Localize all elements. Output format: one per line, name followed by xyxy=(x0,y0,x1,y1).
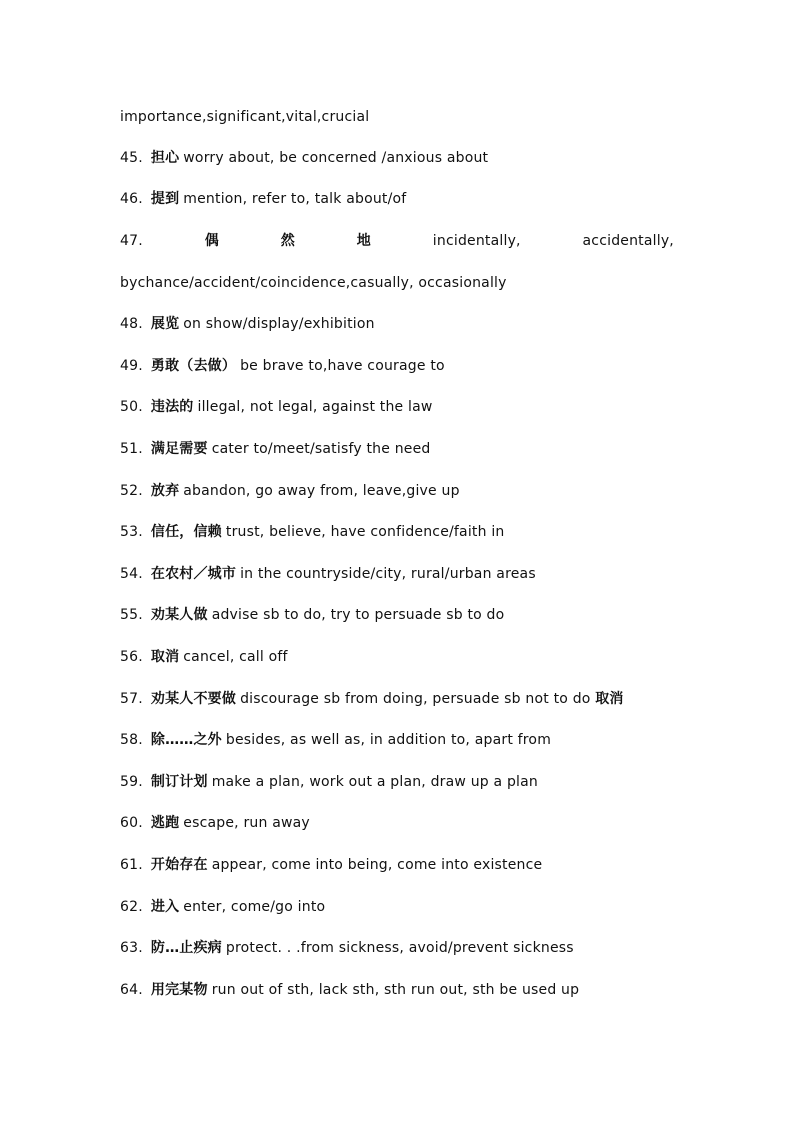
entry-chinese-trailing: 取消 xyxy=(595,691,624,707)
entry-english-continued: bychance/accident/coincidence,casually, occasionally xyxy=(120,275,507,291)
entry-number: 57. xyxy=(120,691,143,707)
entry-chinese: 勇敢（去做） xyxy=(150,358,237,374)
entry-47 xyxy=(120,229,674,253)
entry-48 xyxy=(120,312,674,336)
entry-46 xyxy=(120,187,674,211)
entry-chinese: 展览 xyxy=(150,316,180,332)
entry-english: mention, refer to, talk about/of xyxy=(183,191,407,207)
entry-53 xyxy=(120,520,674,544)
entry-english: abandon, go away from, leave,give up xyxy=(183,483,460,499)
entry-50 xyxy=(120,395,674,419)
entry-chinese: 除……之外 xyxy=(150,732,222,748)
entry-number: 52. xyxy=(120,483,143,499)
entry-number: 60. xyxy=(120,815,143,831)
entry-english: make a plan, work out a plan, draw up a plan xyxy=(211,774,538,790)
entry-number: 61. xyxy=(120,857,143,873)
entry-chinese: 在农村／城市 xyxy=(150,566,237,582)
entry-chinese: 提到 xyxy=(150,191,180,207)
entry-chinese: 劝某人不要做 xyxy=(150,691,237,707)
entry-64 xyxy=(120,978,674,1002)
entry-number: 49. xyxy=(120,358,143,374)
entry-63 xyxy=(120,936,674,960)
entry-english: on show/display/exhibition xyxy=(183,316,375,332)
entry-english: appear, come into being, come into existence xyxy=(211,857,543,873)
entry-chinese: 违法的 xyxy=(150,399,194,415)
entry-chinese: 制订计划 xyxy=(150,774,208,790)
entry-59 xyxy=(120,770,674,794)
entry-number: 50. xyxy=(120,399,143,415)
entry-45 xyxy=(120,146,674,170)
entry-chinese: 用完某物 xyxy=(150,982,208,998)
continued-line-text: importance,significant,vital,crucial xyxy=(120,109,370,125)
entry-number: 55. xyxy=(120,607,143,623)
entry-chinese: 开始存在 xyxy=(150,857,208,873)
continued-line xyxy=(120,105,674,129)
entry-chinese-char: 然 xyxy=(280,233,295,249)
entry-55 xyxy=(120,603,674,627)
entry-english: escape, run away xyxy=(183,815,310,831)
entry-chinese: 逃跑 xyxy=(150,815,180,831)
entry-english: discourage sb from doing, persuade sb not to do xyxy=(240,691,591,707)
entry-english: worry about, be concerned /anxious about xyxy=(183,150,489,166)
entry-english: run out of sth, lack sth, sth run out, sth be used up xyxy=(211,982,580,998)
entry-english: cancel, call off xyxy=(183,649,288,665)
entry-number: 62. xyxy=(120,899,143,915)
entry-49 xyxy=(120,354,674,378)
entry-english-part: incidentally, xyxy=(432,233,521,249)
entry-chinese: 满足需要 xyxy=(150,441,208,457)
entry-number: 56. xyxy=(120,649,143,665)
entry-chinese: 担心 xyxy=(150,150,180,166)
entry-number: 51. xyxy=(120,441,143,457)
entry-english: be brave to,have courage to xyxy=(240,358,445,374)
entry-number: 48. xyxy=(120,316,143,332)
entry-number: 58. xyxy=(120,732,143,748)
entry-english-part: accidentally, xyxy=(582,233,674,249)
entry-english: besides, as well as, in addition to, apart from xyxy=(225,732,552,748)
entry-60 xyxy=(120,811,674,835)
entry-57 xyxy=(120,687,674,711)
entry-51 xyxy=(120,437,674,461)
entry-chinese: 信任，信赖 xyxy=(150,524,222,540)
entry-english: illegal, not legal, against the law xyxy=(197,399,433,415)
entry-number: 46. xyxy=(120,191,143,207)
entry-english: cater to/meet/satisfy the need xyxy=(211,441,431,457)
entry-number: 59. xyxy=(120,774,143,790)
entry-english: trust, believe, have confidence/faith in xyxy=(225,524,505,540)
entry-58 xyxy=(120,728,674,752)
entry-54 xyxy=(120,562,674,586)
entry-english: advise sb to do, try to persuade sb to do xyxy=(211,607,505,623)
entry-number: 47. xyxy=(120,233,143,249)
entry-61 xyxy=(120,853,674,877)
entry-chinese-char: 地 xyxy=(356,233,371,249)
entry-number: 63. xyxy=(120,940,143,956)
entry-56 xyxy=(120,645,674,669)
entry-number: 45. xyxy=(120,150,143,166)
entry-52 xyxy=(120,479,674,503)
entry-number: 64. xyxy=(120,982,143,998)
entry-chinese-char: 偶 xyxy=(204,233,219,249)
entry-chinese: 进入 xyxy=(150,899,180,915)
entry-47-continued xyxy=(120,271,674,295)
entry-number: 53. xyxy=(120,524,143,540)
entry-chinese: 放弃 xyxy=(150,483,180,499)
entry-chinese: 劝某人做 xyxy=(150,607,208,623)
entry-62 xyxy=(120,895,674,919)
entry-english: protect. . .from sickness, avoid/prevent sickness xyxy=(225,940,574,956)
entry-english: enter, come/go into xyxy=(183,899,326,915)
entry-english: in the countryside/city, rural/urban areas xyxy=(240,566,536,582)
entry-chinese: 防…止疾病 xyxy=(150,940,222,956)
entry-chinese: 取消 xyxy=(150,649,180,665)
entry-number: 54. xyxy=(120,566,143,582)
